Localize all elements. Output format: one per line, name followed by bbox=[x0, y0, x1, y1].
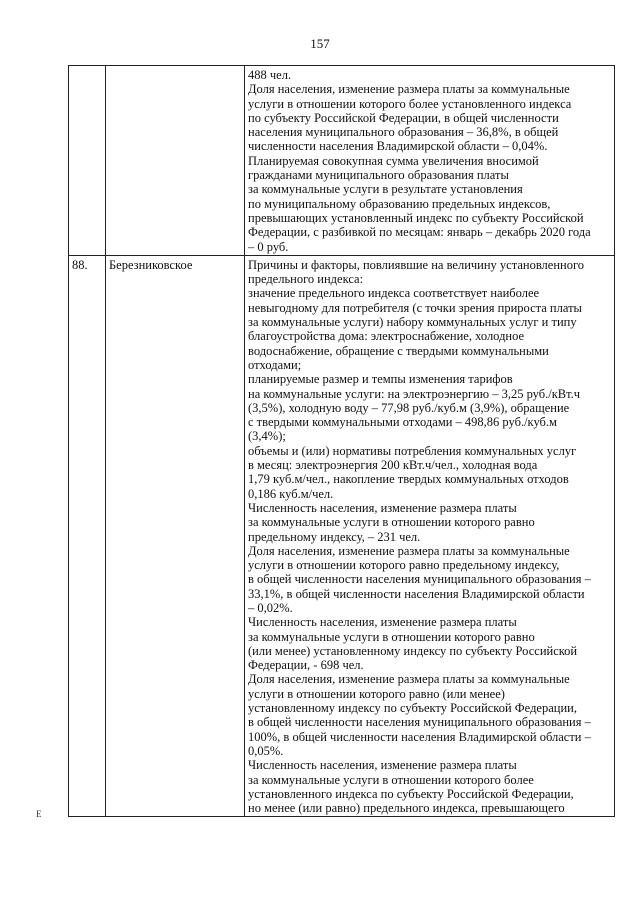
text-line: услуги в отношении которого равно предельному индексу, bbox=[248, 558, 560, 573]
description-cell bbox=[245, 255, 615, 817]
text-line: водоснабжение, обращение с твердыми коммунальными bbox=[248, 343, 549, 358]
text-line: с твердыми коммунальными отходами – 498,86 руб./куб.м bbox=[248, 415, 557, 430]
text-line: 488 чел. bbox=[248, 68, 292, 82]
text-line: отходами; bbox=[248, 357, 302, 372]
row-number-cell bbox=[69, 66, 106, 256]
text-line: 33,1%, в общей численности населения Владимирской области bbox=[248, 586, 585, 601]
text-line: за коммунальные услуги в отношении которого более bbox=[248, 772, 534, 787]
text-line: Численность населения, изменение размера платы bbox=[248, 500, 517, 515]
description-text bbox=[245, 66, 614, 255]
text-line: за коммунальные услуги в результате установления bbox=[248, 182, 523, 197]
text-line: 0,05%. bbox=[248, 743, 284, 758]
row-number-cell bbox=[69, 255, 106, 817]
text-line: предельного индекса: bbox=[248, 272, 364, 287]
text-line: в общей численности населения муниципального образования – bbox=[248, 715, 591, 730]
table-row bbox=[69, 66, 615, 256]
text-line: 100%, в общей численности населения Владимирской области – bbox=[248, 729, 591, 744]
municipality-name bbox=[106, 66, 244, 70]
text-line: (3,5%), холодную воду – 77,98 руб./куб.м (3,9%), обращение bbox=[248, 400, 570, 415]
text-line: но менее (или равно) предельного индекса, превышающего bbox=[248, 801, 565, 816]
text-line: невыгодному для потребителя (с точки зрения прироста платы bbox=[248, 300, 582, 315]
text-line: Федерации, - 698 чел. bbox=[248, 658, 364, 673]
text-line: Планируемая совокупная сумма увеличения вносимой bbox=[248, 153, 539, 168]
text-line: Численность населения, изменение размера платы bbox=[248, 615, 517, 630]
text-line: численности населения Владимирской области – 0,04%. bbox=[248, 139, 548, 154]
text-line: за коммунальные услуги) набору коммунальных услуг и типу bbox=[248, 315, 577, 330]
text-line: гражданами муниципального образования платы bbox=[248, 168, 509, 183]
text-line: Доля населения, изменение размера платы за коммунальные bbox=[248, 82, 570, 97]
page-number: 157 bbox=[310, 36, 330, 51]
text-line: благоустройства дома: электроснабжение, холодное bbox=[248, 329, 525, 344]
text-line: в месяц: электроэнергия 200 кВт.ч/чел., холодная вода bbox=[248, 458, 538, 473]
municipality-name: Березниковское bbox=[109, 257, 193, 272]
text-line: населения муниципального образования – 36,8%, в общей bbox=[248, 125, 559, 140]
text-line: Федерации, с разбивкой по месяцам: январь – декабрь 2020 года bbox=[248, 225, 591, 240]
text-line: – 0 руб. bbox=[248, 239, 289, 254]
municipality-name-cell bbox=[106, 255, 245, 817]
margin-mark: Е bbox=[36, 809, 42, 819]
text-line: установленному индексу по субъекту Российской Федерации, bbox=[248, 701, 577, 716]
row-number: 88. bbox=[72, 257, 88, 272]
text-line: (3,4%); bbox=[248, 429, 286, 444]
description-cell bbox=[245, 66, 615, 256]
text-line: услуги в отношении которого равно (или менее) bbox=[248, 686, 505, 701]
table-row bbox=[69, 255, 615, 817]
description-text bbox=[245, 256, 614, 817]
text-line: превышающих установленный индекс по субъекту Российской bbox=[248, 210, 584, 225]
text-line: за коммунальные услуги в отношении которого равно bbox=[248, 629, 535, 644]
text-line: за коммунальные услуги в отношении которого равно bbox=[248, 515, 535, 530]
text-line: (или менее) установленному индексу по субъекту Российской bbox=[248, 643, 578, 658]
text-line: установленного индекса по субъекту Российской Федерации, bbox=[248, 786, 574, 801]
text-line: Численность населения, изменение размера платы bbox=[248, 758, 517, 773]
text-line: Доля населения, изменение размера платы за коммунальные bbox=[248, 543, 570, 558]
text-line: планируемые размер и темпы изменения тарифов bbox=[248, 372, 513, 387]
text-line: на коммунальные услуги: на электроэнергию – 3,25 руб./кВт.ч bbox=[248, 386, 581, 401]
text-line: в общей численности населения муниципального образования – bbox=[248, 572, 591, 587]
row-number bbox=[69, 66, 105, 70]
document-table bbox=[68, 65, 615, 817]
text-line: по муниципальному образованию предельных индексов, bbox=[248, 196, 551, 211]
text-line: объемы и (или) нормативы потребления коммунальных услуг bbox=[248, 443, 577, 458]
text-line: предельному индексу, – 231 чел. bbox=[248, 529, 421, 544]
text-line: услуги в отношении которого более установленного индекса bbox=[248, 96, 572, 111]
municipality-name-cell bbox=[106, 66, 245, 256]
text-line: по субъекту Российской Федерации, в общей численности bbox=[248, 110, 559, 125]
text-line: – 0,02%. bbox=[248, 600, 293, 615]
text-line: Доля населения, изменение размера платы за коммунальные bbox=[248, 672, 570, 687]
text-line: Причины и факторы, повлиявшие на величину установленного bbox=[248, 257, 585, 272]
text-line: 0,186 куб.м/чел. bbox=[248, 486, 334, 501]
text-line: значение предельного индекса соответствует наиболее bbox=[248, 286, 540, 301]
text-line: 1,79 куб.м/чел., накопление твердых коммунальных отходов bbox=[248, 472, 569, 487]
